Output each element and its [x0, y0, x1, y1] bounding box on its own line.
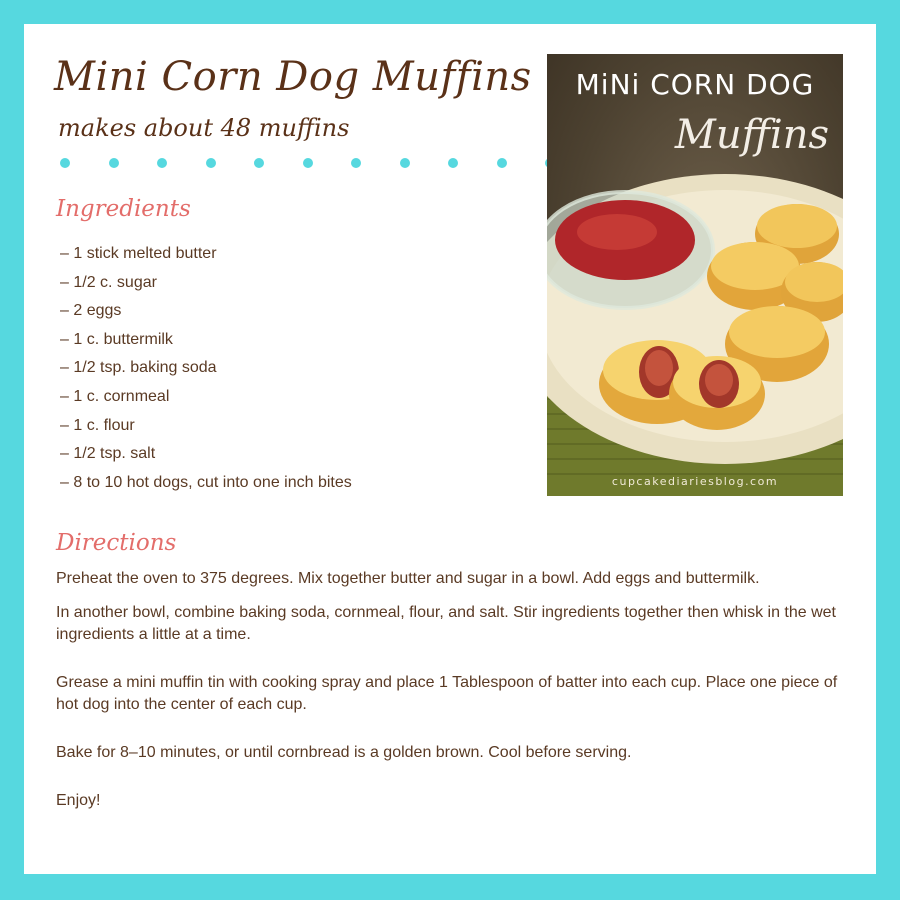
direction-step: Grease a mini muffin tin with cooking spray and place 1 Tablespoon of batter into each cup. Place one piece of hot dog into the center of each cup. [56, 674, 838, 713]
photo-title-line1: MiNi CORN DOG [575, 68, 815, 101]
divider-dot [206, 158, 216, 168]
direction-step: In another bowl, combine baking soda, cornmeal, flour, and salt. Stir ingredients together then whisk in the wet ingredients a little at a time. [56, 604, 836, 643]
dotted-divider [60, 158, 560, 170]
ingredient-item: – 1/2 tsp. salt [60, 445, 156, 463]
ingredient-item: – 1 c. flour [60, 416, 135, 434]
corn-dog-muffins-photo [547, 54, 843, 496]
divider-dot [157, 158, 167, 168]
direction-step: Preheat the oven to 375 degrees. Mix together butter and sugar in a bowl. Add eggs and buttermilk. [56, 570, 760, 587]
ingredients-heading: Ingredients [56, 196, 191, 222]
ingredients-list [60, 240, 352, 497]
ingredient-item: – 1/2 c. sugar [60, 273, 157, 291]
direction-step: Bake for 8–10 minutes, or until cornbread is a golden brown. Cool before serving. [56, 744, 632, 761]
directions-heading: Directions [56, 530, 177, 556]
divider-dot [448, 158, 458, 168]
direction-step: Enjoy! [56, 792, 101, 809]
ingredient-item: – 8 to 10 hot dogs, cut into one inch bites [60, 473, 352, 491]
directions-text [56, 568, 846, 812]
photo-title-line2: Muffins [674, 112, 829, 158]
ingredient-item: – 1 stick melted butter [60, 245, 217, 262]
ingredient-item: – 1/2 tsp. baking soda [60, 359, 217, 377]
divider-dot [254, 158, 264, 168]
divider-dot [303, 158, 313, 168]
ingredient-item: – 2 eggs [60, 302, 122, 320]
recipe-yield: makes about 48 muffins [58, 114, 350, 142]
divider-dot [60, 158, 70, 168]
recipe-title: Mini Corn Dog Muffins [54, 54, 532, 100]
ingredient-item: – 1 c. buttermilk [60, 330, 173, 348]
ingredient-item: – 1 c. cornmeal [60, 387, 170, 405]
divider-dot [497, 158, 507, 168]
divider-dot [400, 158, 410, 168]
recipe-card [24, 24, 876, 874]
divider-dot [109, 158, 119, 168]
divider-dot [351, 158, 361, 168]
photo-watermark: cupcakediariesblog.com [611, 475, 779, 488]
